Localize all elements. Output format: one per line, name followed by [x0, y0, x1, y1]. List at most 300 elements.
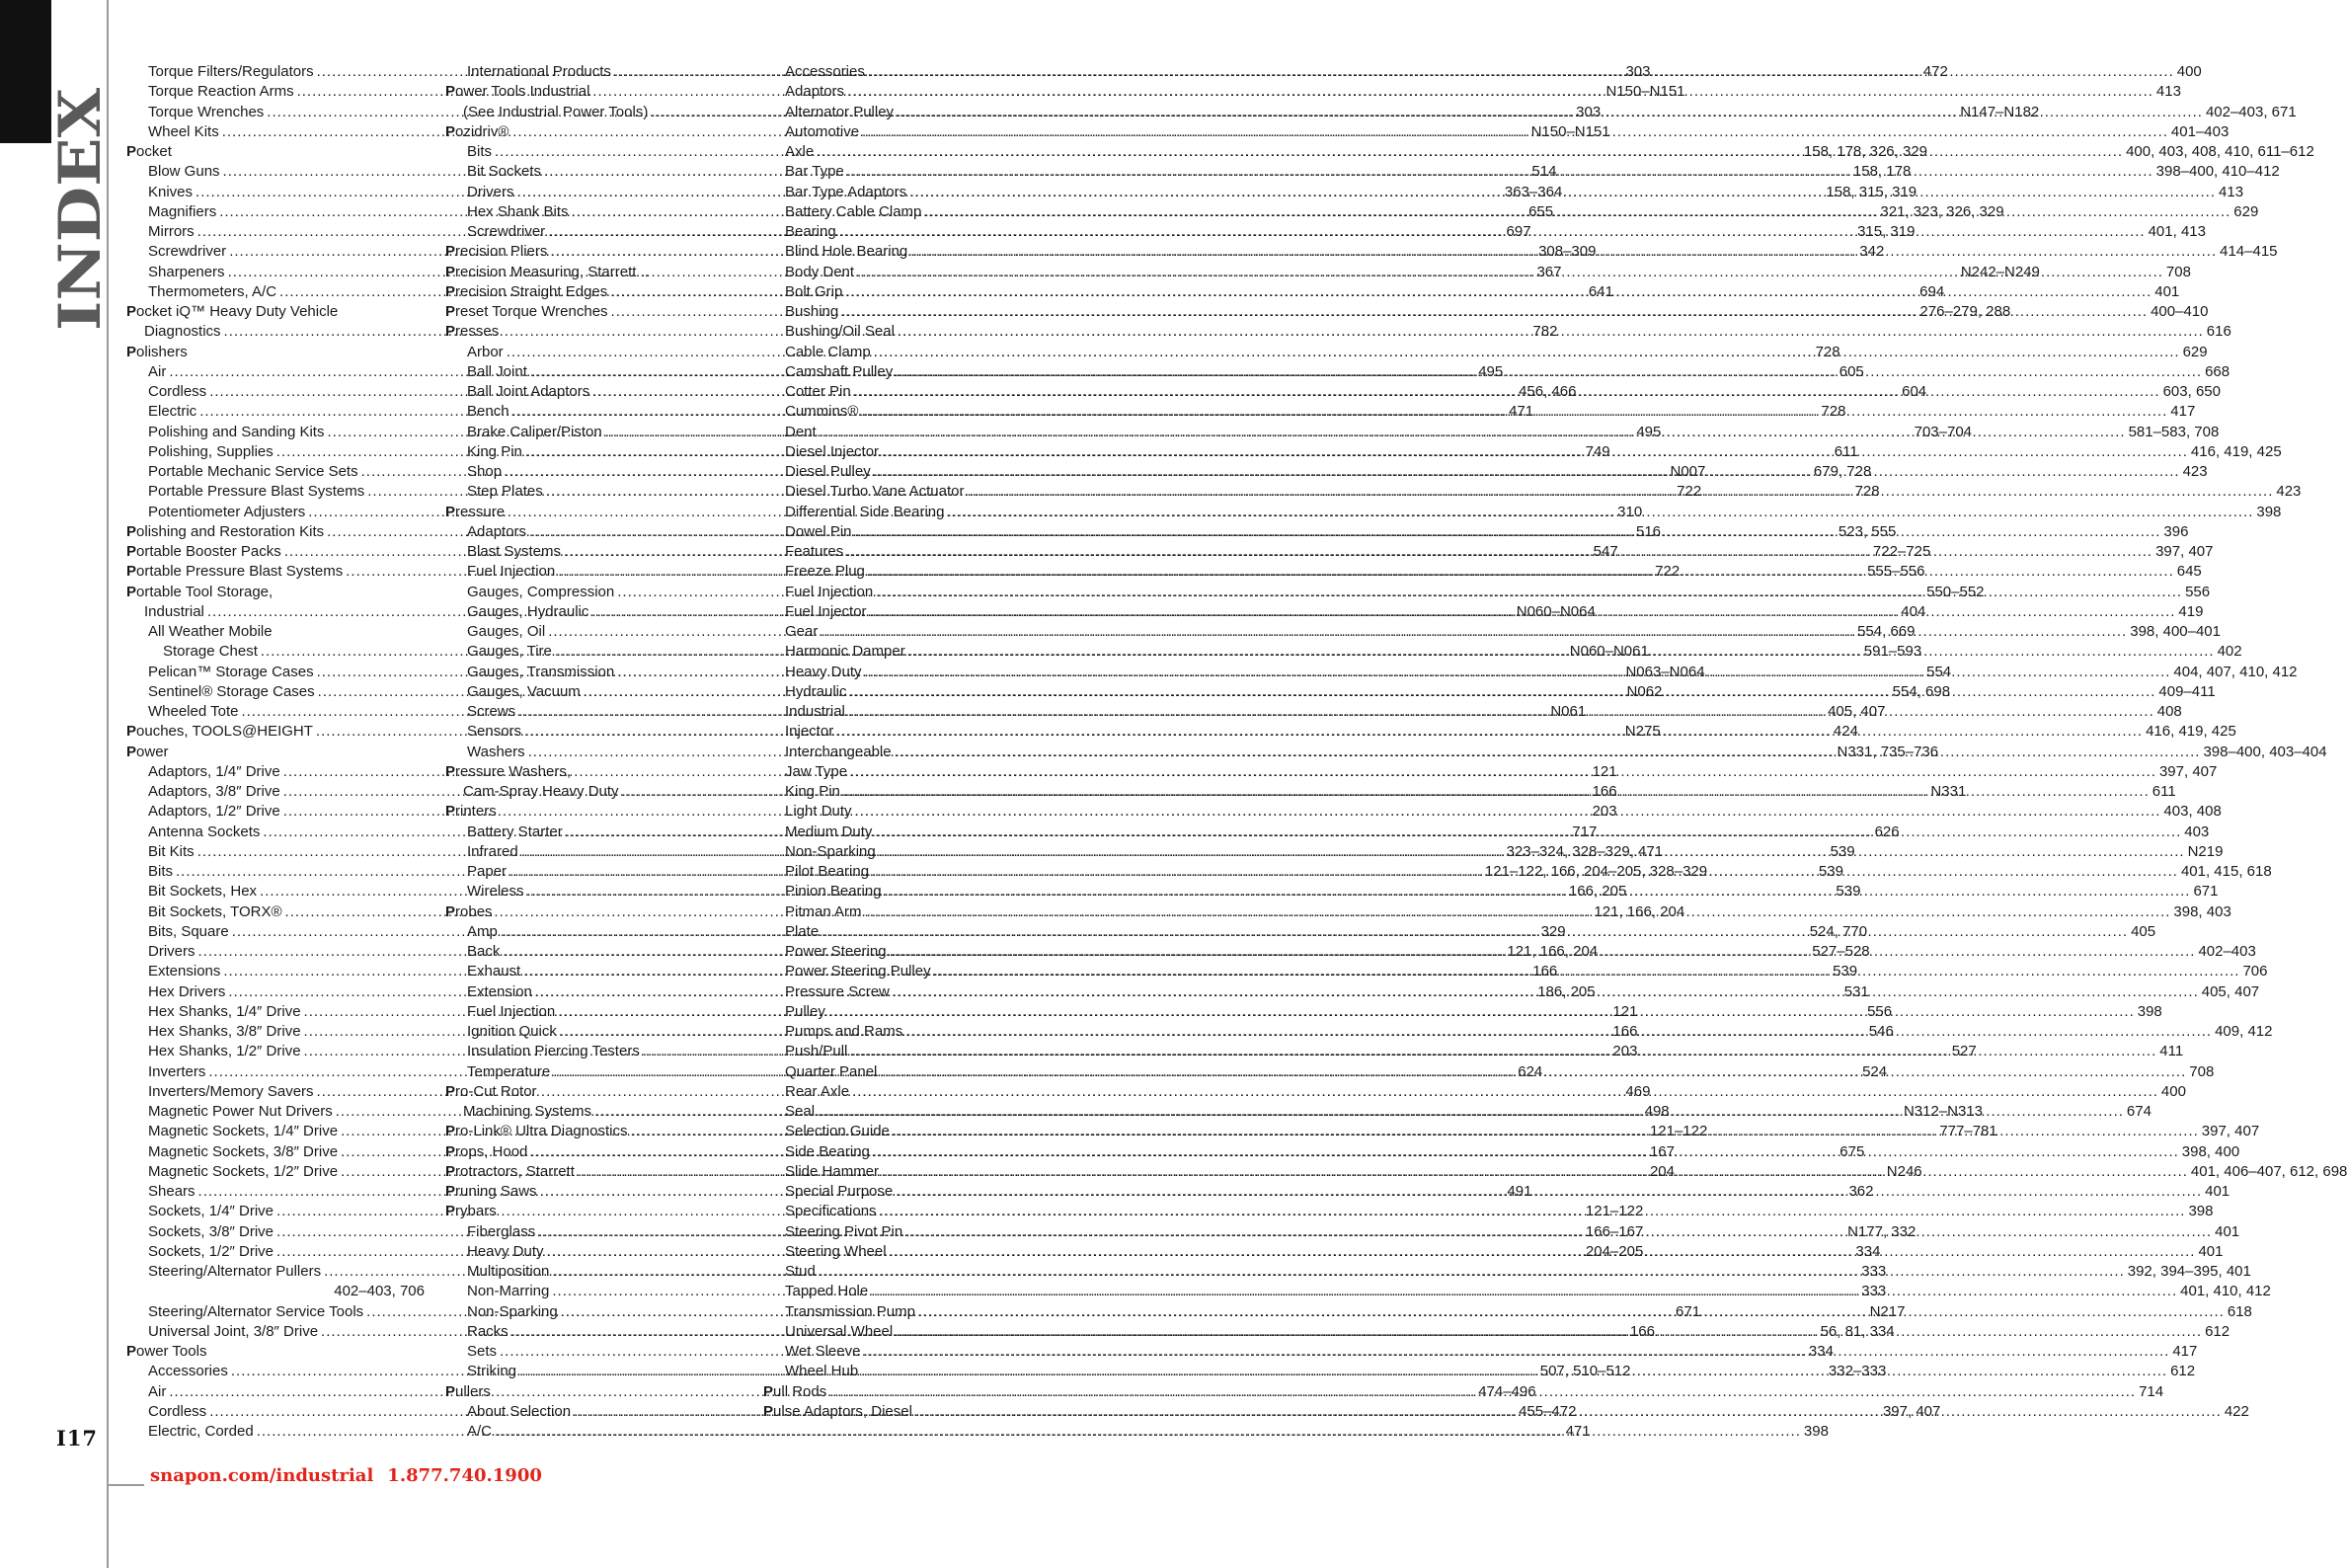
entry-pages: 550–552 — [1926, 583, 1985, 600]
entry-pages: 398 — [2256, 503, 2282, 520]
entry-pages: 495 — [1636, 423, 1662, 440]
entry-label: Blow Guns — [148, 163, 220, 181]
leader-dots — [855, 522, 2161, 542]
entry-label: Screws — [467, 703, 516, 720]
entry-pages: 714 — [2139, 1382, 2164, 1400]
entry-label: Bit Sockets, Hex — [148, 883, 258, 901]
entry-label: About Selection — [467, 1402, 572, 1420]
entry-label: Cable Clamp — [785, 343, 871, 360]
entry-label: Pozidriv® — [445, 122, 509, 140]
leader-dots — [910, 242, 2217, 262]
entry-pages: 363–364 — [1504, 183, 1563, 200]
entry-label: Bolt Grip — [785, 282, 843, 300]
entry-pages: 629 — [2182, 343, 2208, 360]
entry-label: Temperature — [467, 1062, 551, 1080]
footer-url[interactable]: snapon.com/industrial — [150, 1465, 374, 1486]
entry-pages: 554, 669 — [1857, 623, 1916, 640]
entry-pages: 491 — [1507, 1183, 1532, 1200]
entry-pages: 308–309 — [1538, 243, 1597, 261]
entry-pages: 158, 315, 319 — [1826, 183, 1917, 200]
entry-pages: 671 — [2193, 883, 2219, 901]
leader-dots — [845, 282, 2151, 302]
entry-pages: N217 — [1869, 1302, 1906, 1320]
entry-label: Torque Wrenches — [148, 103, 265, 120]
entry-label: Body Dent — [785, 263, 855, 280]
entry-label: Universal Joint, 3/8″ Drive — [148, 1322, 319, 1340]
index-heading — [445, 82, 743, 102]
entry-label: Wheel Hub — [785, 1363, 859, 1380]
entry-label: Plate — [785, 922, 820, 940]
footer — [150, 1465, 556, 1486]
entry-pages: 333 — [1861, 1283, 1887, 1300]
entry-pages: N331, 735–736 — [1837, 743, 1939, 760]
entry-label: Machining Systems — [463, 1103, 592, 1120]
entry-label: Fuel Injector — [785, 602, 867, 620]
entry-pages: 398, 403 — [2173, 902, 2231, 920]
entry-pages: 402–403 — [2198, 943, 2256, 960]
leader-dots — [873, 1142, 2179, 1162]
index-heading — [126, 583, 425, 602]
entry-pages: 398 — [2137, 1002, 2162, 1020]
entry-pages: 315, 319 — [1857, 223, 1916, 240]
leader-dots — [850, 682, 2156, 702]
entry-pages: 121, 166, 204 — [1507, 943, 1599, 960]
entry-pages: 456, 466 — [1519, 383, 1577, 400]
leader-dots — [839, 222, 2146, 242]
entry-label: Sockets, 3/8″ Drive — [148, 1222, 274, 1240]
entry-label: Bar Type — [785, 163, 844, 181]
entry-label: Magnetic Sockets, 1/4″ Drive — [148, 1123, 339, 1140]
leader-dots — [924, 202, 2230, 222]
entry-pages: 728 — [1854, 483, 1880, 501]
leader-dots — [863, 1342, 2169, 1362]
entry-pages: 722–725 — [1872, 543, 1931, 560]
entry-pages: 401 — [2215, 1222, 2240, 1240]
leader-dots — [880, 1062, 2186, 1082]
entry-pages: 121–122, 166, 204–205, 328–329 — [1484, 863, 1708, 880]
entry-label: Gauges, Vacuum — [467, 682, 581, 700]
entry-label: Extensions — [148, 963, 221, 980]
entry-label: Bit Kits — [148, 842, 195, 860]
entry-pages: 404, 407, 410, 412 — [2173, 663, 2298, 680]
entry-pages: 591–593 — [1863, 643, 1922, 661]
entry-label: Electric, Corded — [148, 1423, 254, 1440]
entry-label: Pullers — [445, 1382, 491, 1400]
entry-pages: 419 — [2178, 602, 2204, 620]
entry-pages: N007 — [1670, 463, 1706, 480]
entry-pages: 554, 698 — [1892, 682, 1951, 700]
entry-pages: 416, 419, 425 — [2146, 723, 2236, 741]
entry-label: Pressure Washers, — [445, 762, 571, 780]
leader-dots — [896, 362, 2202, 382]
entry-label: Pocket — [126, 143, 172, 160]
leader-dots — [868, 62, 2174, 82]
leader-dots — [865, 663, 2171, 682]
leader-dots — [896, 1182, 2202, 1202]
leader-dots — [890, 942, 2196, 962]
entry-label: Injector — [785, 723, 834, 741]
entry-pages: 397, 407 — [2201, 1123, 2260, 1140]
entry-label: Potentiometer Adjusters — [148, 503, 306, 520]
leader-dots — [495, 1422, 1801, 1442]
entry-pages: 166–167 — [1585, 1222, 1644, 1240]
entry-pages: 471 — [1565, 1423, 1591, 1440]
entry-label: Pocket iQ™ Heavy Duty Vehicle — [126, 303, 339, 320]
entry-pages: 554 — [1926, 663, 1952, 680]
entry-label: Non-Sparking — [467, 1302, 558, 1320]
entry-pages: 527–528 — [1812, 943, 1870, 960]
entry-label: Selection Guide — [785, 1123, 890, 1140]
entry-label: International Products — [467, 63, 611, 80]
entry-label: Pro-Link® Ultra Diagnostics — [445, 1123, 628, 1140]
entry-label: Extension — [467, 982, 532, 1000]
entry-pages: 409–411 — [2158, 682, 2216, 700]
leader-dots — [918, 1302, 2225, 1322]
entry-label: Heavy Duty — [785, 663, 862, 680]
leader-dots — [895, 743, 2201, 762]
entry-label: Pouches, TOOLS@HEIGHT — [126, 723, 313, 741]
entry-pages: 329 — [1540, 922, 1566, 940]
entry-pages: 401–403 — [2170, 122, 2230, 140]
entry-pages: N147–N182 — [1960, 103, 2040, 120]
entry-label: Ignition Quick — [467, 1023, 557, 1040]
entry-pages: 624 — [1518, 1062, 1543, 1080]
entry-label: Probes — [445, 902, 493, 920]
side-title — [46, 86, 114, 333]
entry-pages: 405 — [2131, 922, 2156, 940]
footer-phone: 1.877.740.1900 — [387, 1465, 542, 1486]
entry-pages: N062 — [1626, 682, 1663, 700]
entry-label: Pruning Saws — [445, 1183, 537, 1200]
entry-label: Accessories — [148, 1363, 228, 1380]
entry-pages: 166 — [1629, 1322, 1655, 1340]
index-heading — [445, 1382, 743, 1402]
entry-label: Wireless — [467, 883, 524, 901]
entry-pages: 471 — [1509, 403, 1534, 421]
entry-label: Pilot Bearing — [785, 863, 870, 880]
leader-dots — [876, 583, 2182, 602]
entry-pages: 668 — [2205, 362, 2230, 380]
entry-pages: 749 — [1585, 442, 1610, 460]
entry-label: Step Plates — [467, 483, 543, 501]
entry-label: Bits — [148, 863, 174, 880]
entry-label: Storage Chest — [163, 643, 258, 661]
leader-dots — [821, 622, 2127, 642]
entry-pages: 422 — [2224, 1402, 2249, 1420]
entry-pages: N331 — [1930, 783, 1967, 800]
entry-pages: 334 — [1855, 1242, 1881, 1260]
entry-pages: 203 — [1612, 1043, 1638, 1060]
entry-label: Prybars — [445, 1203, 497, 1220]
entry-label: Universal Wheel — [785, 1322, 894, 1340]
entry-pages: 547 — [1593, 543, 1618, 560]
entry-pages: 611 — [2151, 783, 2176, 800]
entry-pages: N060–N064 — [1516, 602, 1596, 620]
entry-label: Infrared — [467, 842, 518, 860]
index-entry — [126, 1262, 425, 1282]
entry-label: Hex Shank Bits — [467, 202, 569, 220]
entry-pages: 469 — [1625, 1082, 1651, 1100]
entry-pages: 626 — [1874, 823, 1900, 840]
entry-pages: 604 — [1902, 383, 1927, 400]
entry-label: Cummins® — [785, 403, 859, 421]
leader-dots — [850, 1042, 2156, 1061]
entry-label: Portable Mechanic Service Sets — [148, 463, 358, 480]
entry-label: Bit Sockets, TORX® — [148, 902, 282, 920]
entry-label: Camshaft Pulley — [785, 362, 894, 380]
entry-label: Shears — [148, 1183, 196, 1200]
entry-pages: 401 — [2205, 1183, 2230, 1200]
leader-dots — [855, 802, 2161, 822]
entry-label: Steering Wheel — [785, 1242, 887, 1260]
entry-label: Dowel Pin — [785, 522, 852, 540]
leader-dots — [879, 842, 2185, 862]
entry-label: Portable Booster Packs — [126, 543, 281, 560]
entry-label: Power Steering Pulley — [785, 963, 931, 980]
entry-pages: 397, 407 — [2158, 762, 2218, 780]
entry-label: Bench — [467, 403, 509, 421]
entry-label: Power Tools — [126, 1343, 207, 1360]
leader-dots — [908, 642, 2215, 662]
entry-label: Inverters — [148, 1062, 206, 1080]
entry-label: A/C — [467, 1423, 493, 1440]
index-heading — [126, 1342, 425, 1362]
entry-label: Stud — [785, 1263, 816, 1280]
entry-pages: 423 — [2276, 483, 2302, 501]
entry-pages: 675 — [1839, 1142, 1865, 1160]
entry-pages: 777–781 — [1939, 1123, 1997, 1140]
index-heading — [126, 343, 425, 362]
entry-pages: 186, 205 — [1537, 982, 1596, 1000]
entry-label: (See Industrial Power Tools) — [463, 103, 649, 120]
entry-label: King Pin — [467, 442, 522, 460]
leader-dots — [871, 1282, 2177, 1301]
leader-dots — [872, 862, 2178, 882]
leader-dots — [874, 343, 2180, 362]
leader-dots — [817, 142, 2123, 162]
entry-label: Adaptors, 3/8″ Drive — [148, 783, 280, 800]
index-heading — [126, 743, 425, 762]
leader-dots — [893, 982, 2199, 1002]
entry-pages: 398, 400 — [2181, 1142, 2240, 1160]
entry-pages: 401, 413 — [2148, 223, 2206, 240]
leader-dots — [846, 542, 2152, 562]
entry-pages: 414–415 — [2220, 243, 2278, 261]
leader-dots — [947, 503, 2253, 522]
entry-label: Bar Type Adaptors — [785, 183, 907, 200]
entry-pages: 524 — [1862, 1062, 1888, 1080]
entry-pages: 121–122 — [1585, 1203, 1644, 1220]
leader-dots — [882, 1162, 2188, 1182]
entry-label: Bearing — [785, 223, 836, 240]
entry-pages: N150–N151 — [1605, 83, 1685, 101]
entry-pages: 411 — [2159, 1043, 2184, 1060]
entry-label: Wheel Kits — [148, 122, 219, 140]
entry-label: Features — [785, 543, 844, 560]
entry-pages: 616 — [2206, 323, 2231, 341]
entry-label: Pulley — [785, 1002, 825, 1020]
entry-pages: 398 — [1803, 1423, 1829, 1440]
entry-label: Precision Measuring, Starrett .. — [445, 263, 649, 280]
entry-pages: 303 — [1576, 103, 1602, 120]
entry-pages: 531 — [1843, 982, 1869, 1000]
entry-pages: 400–410 — [2151, 303, 2209, 320]
entry-pages: 408 — [2156, 703, 2182, 720]
index-entry — [126, 1282, 425, 1301]
entry-pages: 398–400, 410–412 — [2155, 163, 2280, 181]
entry-label: Insulation Piercing Testers — [467, 1043, 640, 1060]
entry-pages: 121, 166, 204 — [1594, 902, 1685, 920]
leader-dots — [862, 122, 2168, 142]
entry-pages: 674 — [2126, 1103, 2151, 1120]
entry-pages: 413 — [2219, 183, 2244, 200]
leader-dots — [870, 602, 2176, 622]
entry-pages: N063–N064 — [1625, 663, 1705, 680]
entry-label: Portable Tool Storage, — [126, 583, 274, 600]
leader-dots — [847, 162, 2153, 182]
entry-label: Steering Pivot Pin — [785, 1222, 903, 1240]
entry-pages: 417 — [2172, 1343, 2198, 1360]
entry-label: Accessories — [785, 63, 865, 80]
entry-label: Gauges, Oil — [467, 623, 546, 640]
side-title-text: INDEX — [46, 114, 114, 331]
entry-label: Non-Marring — [467, 1283, 550, 1300]
entry-label: Cordless — [148, 383, 207, 400]
entry-label: Slide Hammer — [785, 1162, 880, 1180]
entry-pages: 555–556 — [1867, 563, 1925, 581]
entry-label: Multiposition — [467, 1263, 550, 1280]
entry-label: Freeze Plug — [785, 563, 865, 581]
entry-label: Battery Cable Clamp — [785, 202, 922, 220]
index-heading — [445, 122, 743, 142]
leader-dots — [897, 103, 2203, 122]
entry-label: Magnetic Power Nut Drivers — [148, 1103, 333, 1120]
entry-pages: 203 — [1592, 803, 1617, 821]
entry-pages: N246 — [1886, 1162, 1922, 1180]
entry-label: Ball Joint Adaptors — [467, 383, 590, 400]
entry-label: Light Duty — [785, 803, 852, 821]
entry-pages: 782 — [1532, 323, 1558, 341]
entry-label: Magnetic Sockets, 1/2″ Drive — [148, 1162, 339, 1180]
entry-label: Axle — [785, 143, 815, 160]
entry-pages: 401, 415, 618 — [2180, 863, 2272, 880]
entry-label: Protractors, Starrett — [445, 1162, 575, 1180]
entry-pages: 121 — [1612, 1002, 1638, 1020]
entry-label: Pro-Cut Rotor — [445, 1082, 537, 1100]
entry-label: Gauges, Hydraulic — [467, 602, 589, 620]
leader-dots — [905, 1022, 2212, 1042]
entry-pages: 618 — [2227, 1302, 2252, 1320]
footer-rule — [107, 1484, 144, 1486]
entry-pages: 424 — [1833, 723, 1858, 741]
entry-label: Air — [148, 362, 167, 380]
entry-pages: N060–N061 — [1569, 643, 1649, 661]
entry-pages: 362 — [1848, 1183, 1874, 1200]
entry-label: Fuel Injection — [467, 1002, 556, 1020]
entry-label: Knives — [148, 183, 194, 200]
leader-dots — [915, 1402, 2222, 1422]
entry-pages: 402 — [2217, 643, 2242, 661]
leader-dots — [818, 1102, 2124, 1122]
entry-pages: N275 — [1624, 723, 1661, 741]
entry-pages: 403 — [2184, 823, 2210, 840]
leader-dots — [843, 782, 2150, 802]
entry-pages: 539 — [1836, 883, 1861, 901]
leader-dots — [865, 902, 2171, 922]
entry-label: Adaptors, 1/2″ Drive — [148, 803, 280, 821]
leader-dots — [847, 82, 2153, 102]
entry-label: Ball Joint — [467, 362, 527, 380]
entry-label: Adaptors — [785, 83, 845, 101]
entry-label: Racks — [467, 1322, 509, 1340]
entry-label: Gauges, Tire — [467, 643, 552, 661]
entry-pages: N242–N249 — [1960, 263, 2040, 280]
entry-label: Cam-Spray Heavy Duty — [463, 783, 619, 800]
leader-dots — [875, 823, 2181, 842]
entry-pages: 474–496 — [1478, 1382, 1536, 1400]
entry-label: Mirrors — [148, 223, 195, 240]
entry-pages: 342 — [1859, 243, 1885, 261]
entry-label: Polishing, Supplies — [148, 442, 274, 460]
entry-pages: 56, 81, 334 — [1820, 1322, 1895, 1340]
leader-dots — [854, 382, 2160, 402]
entry-pages: 413 — [2155, 83, 2181, 101]
entry-label: Sockets, 1/4″ Drive — [148, 1203, 274, 1220]
index-heading — [445, 762, 743, 782]
entry-label: Fiberglass — [467, 1222, 536, 1240]
entry-pages: N150–N151 — [1530, 122, 1610, 140]
entry-label: Props, Hood — [445, 1142, 528, 1160]
entry-label: Magnetic Sockets, 3/8″ Drive — [148, 1142, 339, 1160]
entry-label: Blind Hole Bearing — [785, 243, 908, 261]
index-heading — [445, 1202, 743, 1221]
entry-label: Hex Shanks, 1/2″ Drive — [148, 1043, 301, 1060]
entry-pages: 323–324, 328–329, 471 — [1506, 842, 1664, 860]
entry-label: Sets — [467, 1343, 498, 1360]
entry-pages: 507, 510–512 — [1539, 1363, 1631, 1380]
entry-label: Non-Sparking — [785, 842, 876, 860]
entry-label: Presses — [445, 323, 500, 341]
entry-pages: 398, 400–401 — [2130, 623, 2221, 640]
entry-label: Industrial — [785, 703, 845, 720]
entry-pages: 166 — [1592, 783, 1617, 800]
entry-pages: 334 — [1808, 1343, 1834, 1360]
entry-label: Adaptors, 1/4″ Drive — [148, 762, 280, 780]
entry-label: Sentinel® Storage Cases — [148, 682, 315, 700]
entry-pages: 605 — [1838, 362, 1864, 380]
entry-pages: 641 — [1588, 282, 1613, 300]
entry-pages: 204–205 — [1585, 1242, 1644, 1260]
entry-label: Diesel Turbo Vane Actuator — [785, 483, 965, 501]
entry-pages: 455–472 — [1519, 1402, 1577, 1420]
entry-label: Polishers — [126, 343, 188, 360]
entry-pages: 204 — [1649, 1162, 1675, 1180]
entry-pages: 402–403, 671 — [2205, 103, 2297, 120]
entry-label: Diesel Injector — [785, 442, 880, 460]
entry-label: Portable Pressure Blast Systems — [148, 483, 365, 501]
entry-pages: 603, 650 — [2162, 383, 2221, 400]
leader-dots — [861, 1362, 2167, 1381]
leader-dots — [829, 1382, 2136, 1402]
entry-pages: 546 — [1868, 1023, 1894, 1040]
entry-pages: 728 — [1815, 343, 1840, 360]
entry-label: Seal — [785, 1103, 816, 1120]
entry-pages: 694 — [1919, 282, 1945, 300]
entry-pages: 728 — [1821, 403, 1846, 421]
entry-label: Bit Sockets — [467, 163, 542, 181]
entry-pages: 303 — [1625, 63, 1651, 80]
entry-pages: 167 — [1649, 1142, 1675, 1160]
